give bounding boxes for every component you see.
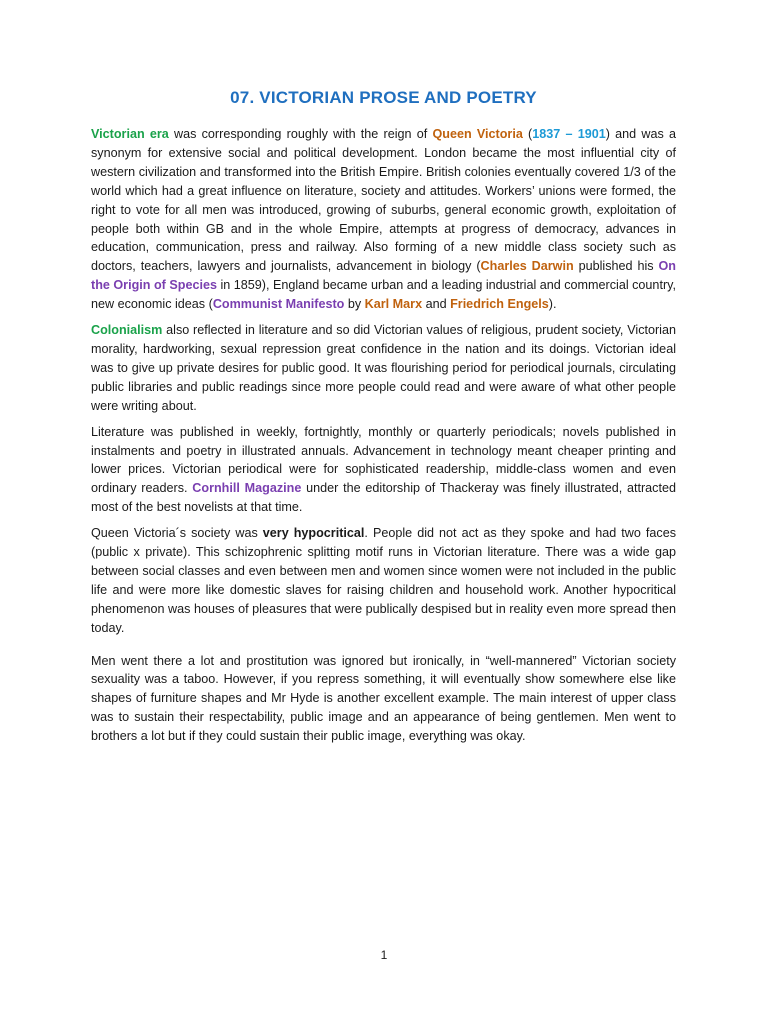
- term-charles-darwin: Charles Darwin: [480, 259, 574, 274]
- term-communist-manifesto: Communist Manifesto: [212, 297, 345, 312]
- paragraph-literature: [91, 423, 676, 518]
- paragraph-men: [91, 652, 676, 747]
- paragraph-text: in 1859), England became urban and a leading industrial and commercial country, new economic ideas (: [91, 278, 676, 312]
- term-queen-victoria: Queen Victoria: [432, 127, 523, 141]
- paragraph-text: published his: [573, 259, 659, 274]
- paragraph-colonialism: [91, 321, 676, 416]
- paragraph-text: also reflected in literature and so did Victorian values of religious, prudent society, Victorian morality, hardworking, sexual repression great confidence in the nation and its doings. Victorian ideal was to give up private desires for public good. It was flourishing period for periodical journals, circulating public libraries and public readings since more people could read and were aware of what other people were writing about.: [91, 323, 676, 413]
- term-origin-of-species: On the Origin of Species: [91, 259, 677, 293]
- paragraph-society: [91, 524, 676, 637]
- page-number: 1: [380, 948, 388, 962]
- paragraph-text: and: [422, 297, 451, 312]
- term-years: 1837 – 1901: [532, 127, 606, 141]
- paragraph-text: ) and was a synonym for extensive social and political development. London became the most influential city of western civilization and transformed into the British Empire. British colonies eventually covered 1/3 of the world which had a great influence on literature, society and attitudes. Workers’ unions were formed, the right to vote for all men was introduced, growing of suburbs, general economic growth, exploitation of people both within GB and in the whole Empire, attempts at progress of democracy, advances in education, communication, press and railway. Also forming of a new middle class society such as doctors, teachers, lawyers and journalists, advancement in biology (: [91, 127, 676, 274]
- paragraph-text: ).: [548, 297, 557, 312]
- paragraph-text: Men went there a lot and prostitution was ignored but ironically, in “well-mannered” Victorian society sexuality was a taboo. However, if you repress something, it will eventually show somewhere else like shapes of furniture shapes and Mr Hyde is another excellent example. The main interest of upper class was to sustain their respectability, public image and an appearance of being gentlemen. Men went to brothers a lot but if they could sustain their public image, everything was okay.: [91, 653, 676, 744]
- document-title: 07. VICTORIAN PROSE AND POETRY: [230, 88, 537, 107]
- paragraph-text: (: [522, 127, 533, 141]
- paragraph-text: . People did not act as they spoke and had two faces (public x private). This schizophrenic splitting motif runs in Victorian literature. There was a wide gap between social classes and even between men and women since women were not included in the public life and were more like domestic slaves for raising children and household work. Another hypocritical phenomenon was houses of pleasures that were publically despised but in reality even more spread then today.: [91, 526, 677, 635]
- paragraph-text: under the editorship of Thackeray was finely illustrated, attracted most of the best novelists at that time.: [91, 481, 676, 515]
- term-very-hypocritical: very hypocritical: [262, 526, 365, 541]
- paragraph-victorian-era: [91, 125, 676, 314]
- term-victorian-era: Victorian era: [91, 127, 169, 141]
- paragraph-text: by: [344, 297, 365, 312]
- paragraph-text: was corresponding roughly with the reign of: [168, 127, 433, 141]
- term-friedrich-engels: Friedrich Engels: [450, 297, 549, 312]
- term-karl-marx: Karl Marx: [364, 297, 423, 312]
- paragraph-text: Queen Victoria´s society was: [91, 526, 263, 541]
- term-cornhill-magazine: Cornhill Magazine: [192, 481, 302, 496]
- term-colonialism: Colonialism: [91, 323, 163, 338]
- paragraph-text: Literature was published in weekly, fortnightly, monthly or quarterly periodicals; novels published in instalments and poetry in illustrated annuals. Advancement in technology meant cheaper printing and lower prices. Victorian periodical were for sophisticated readership, middle-class women and even ordinary readers.: [91, 424, 676, 496]
- document-page: [91, 88, 676, 753]
